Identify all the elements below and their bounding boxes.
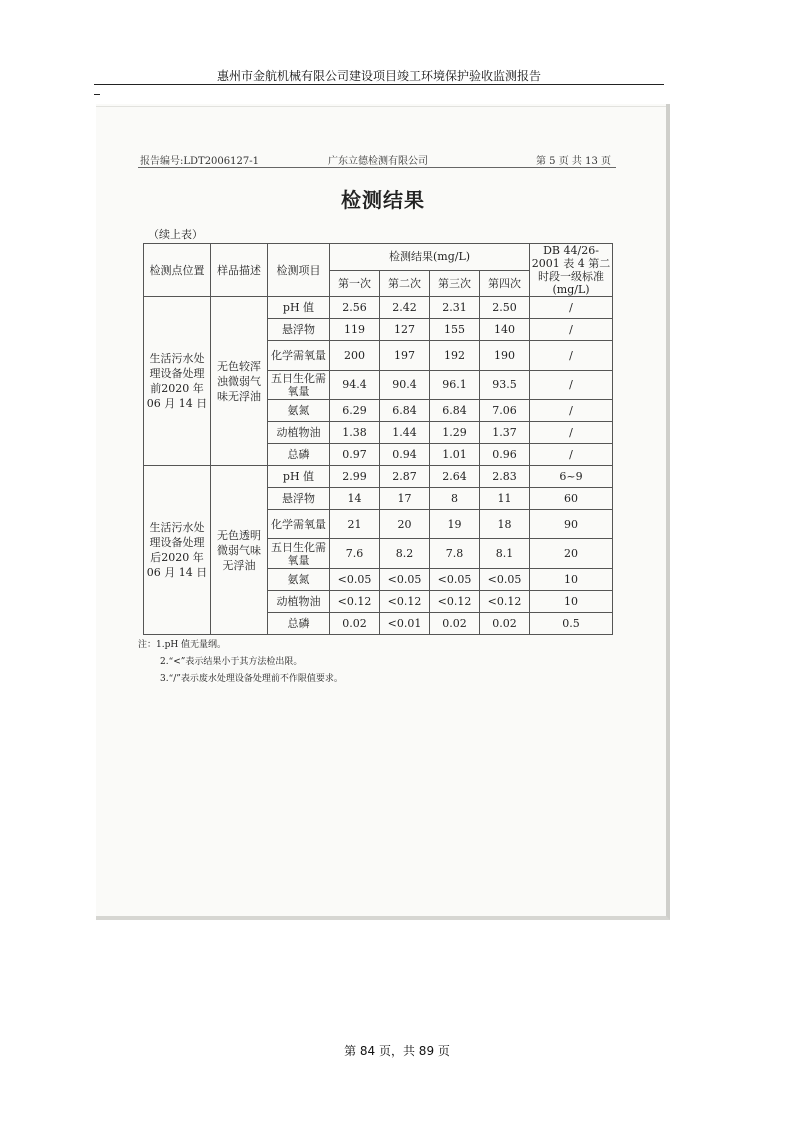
value-cell: 192 — [430, 341, 480, 370]
standard-cell: / — [530, 319, 613, 341]
item-cell: pH 值 — [268, 466, 330, 488]
report-number: 报告编号:LDT2006127-1 — [140, 156, 259, 167]
item-cell: 动植物油 — [268, 421, 330, 443]
standard-cell: / — [530, 297, 613, 319]
table-notes — [138, 637, 343, 688]
standard-cell: / — [530, 421, 613, 443]
value-cell: <0.05 — [380, 568, 430, 590]
item-cell: 氨氮 — [268, 399, 330, 421]
header-sample: 样品描述 — [211, 244, 268, 297]
item-cell: 氨氮 — [268, 568, 330, 590]
value-cell: 0.02 — [430, 612, 480, 634]
results-table-body — [144, 244, 613, 635]
item-cell: 化学需氧量 — [268, 341, 330, 370]
table-row — [144, 466, 613, 488]
item-cell: 动植物油 — [268, 590, 330, 612]
standard-cell: 10 — [530, 590, 613, 612]
standard-cell: / — [530, 370, 613, 399]
standard-cell: 10 — [530, 568, 613, 590]
report-page-count: 第 5 页 共 13 页 — [536, 156, 611, 167]
standard-cell: 60 — [530, 488, 613, 510]
header-rule — [94, 84, 664, 85]
note-line: 3.“/”表示废水处理设备处理前不作限值要求。 — [160, 674, 343, 684]
value-cell: 2.50 — [480, 297, 530, 319]
value-cell: 14 — [330, 488, 380, 510]
value-cell: 2.31 — [430, 297, 480, 319]
value-cell: 2.56 — [330, 297, 380, 319]
item-cell: 悬浮物 — [268, 488, 330, 510]
header-round-1: 第一次 — [330, 270, 380, 297]
scan-edge-line — [96, 106, 666, 107]
value-cell: 1.38 — [330, 421, 380, 443]
value-cell: 20 — [380, 510, 430, 539]
header-location: 检测点位置 — [144, 244, 211, 297]
location-cell: 生活污水处理设备处理后2020 年06 月 14 日 — [144, 466, 211, 635]
value-cell: <0.05 — [430, 568, 480, 590]
value-cell: 1.01 — [430, 443, 480, 465]
value-cell: 127 — [380, 319, 430, 341]
value-cell: 1.29 — [430, 421, 480, 443]
header-round-2: 第二次 — [380, 270, 430, 297]
value-cell: <0.12 — [380, 590, 430, 612]
standard-cell: 20 — [530, 539, 613, 568]
value-cell: 119 — [330, 319, 380, 341]
value-cell: 11 — [480, 488, 530, 510]
value-cell: 140 — [480, 319, 530, 341]
value-cell: 2.87 — [380, 466, 430, 488]
value-cell: 2.42 — [380, 297, 430, 319]
value-cell: 7.06 — [480, 399, 530, 421]
value-cell: 94.4 — [330, 370, 380, 399]
sample-description-cell: 无色较浑浊微弱气味无浮油 — [211, 297, 268, 466]
value-cell: <0.05 — [480, 568, 530, 590]
value-cell: <0.12 — [430, 590, 480, 612]
value-cell: 155 — [430, 319, 480, 341]
value-cell: 0.94 — [380, 443, 430, 465]
value-cell: 8.2 — [380, 539, 430, 568]
value-cell: 93.5 — [480, 370, 530, 399]
standard-cell: / — [530, 341, 613, 370]
value-cell: 21 — [330, 510, 380, 539]
value-cell: 90.4 — [380, 370, 430, 399]
company-name: 广东立德检测有限公司 — [328, 156, 428, 167]
page-header: 惠州市金航机械有限公司建设项目竣工环境保护验收监测报告 — [216, 69, 541, 83]
table-row — [144, 297, 613, 319]
item-cell: 五日生化需氧量 — [268, 370, 330, 399]
standard-cell: / — [530, 399, 613, 421]
value-cell: 7.6 — [330, 539, 380, 568]
results-table — [143, 243, 613, 635]
report-header-rule — [138, 167, 616, 168]
header-round-4: 第四次 — [480, 270, 530, 297]
value-cell: 2.64 — [430, 466, 480, 488]
value-cell: 6.84 — [380, 399, 430, 421]
item-cell: pH 值 — [268, 297, 330, 319]
value-cell: 0.96 — [480, 443, 530, 465]
header-mark — [94, 94, 100, 95]
value-cell: 200 — [330, 341, 380, 370]
value-cell: 6.29 — [330, 399, 380, 421]
value-cell: 7.8 — [430, 539, 480, 568]
value-cell: 18 — [480, 510, 530, 539]
value-cell: 1.37 — [480, 421, 530, 443]
value-cell: 1.44 — [380, 421, 430, 443]
value-cell: 8.1 — [480, 539, 530, 568]
item-cell: 化学需氧量 — [268, 510, 330, 539]
scanned-report-page — [96, 104, 670, 920]
standard-cell: 6~9 — [530, 466, 613, 488]
value-cell: 197 — [380, 341, 430, 370]
location-cell: 生活污水处理设备处理前2020 年06 月 14 日 — [144, 297, 211, 466]
note-line: 2.“<”表示结果小于其方法检出限。 — [160, 657, 303, 667]
value-cell: <0.05 — [330, 568, 380, 590]
note-line: 注：1.pH 值无量纲。 — [138, 640, 227, 650]
item-cell: 五日生化需氧量 — [268, 539, 330, 568]
value-cell: 8 — [430, 488, 480, 510]
value-cell: 0.02 — [330, 612, 380, 634]
item-cell: 总磷 — [268, 612, 330, 634]
value-cell: <0.01 — [380, 612, 430, 634]
value-cell: 17 — [380, 488, 430, 510]
value-cell: 19 — [430, 510, 480, 539]
value-cell: <0.12 — [330, 590, 380, 612]
continued-label: （续上表） — [148, 228, 203, 241]
value-cell: 6.84 — [430, 399, 480, 421]
standard-cell: 0.5 — [530, 612, 613, 634]
standard-cell: 90 — [530, 510, 613, 539]
table-header-row — [144, 244, 613, 271]
header-round-3: 第三次 — [430, 270, 480, 297]
header-result: 检测结果(mg/L) — [330, 244, 530, 271]
value-cell: <0.12 — [480, 590, 530, 612]
value-cell: 2.99 — [330, 466, 380, 488]
sample-description-cell: 无色透明微弱气味无浮油 — [211, 466, 268, 635]
value-cell: 96.1 — [430, 370, 480, 399]
header-item: 检测项目 — [268, 244, 330, 297]
value-cell: 0.02 — [480, 612, 530, 634]
report-title: 检测结果 — [341, 188, 425, 212]
page-footer: 第 84 页，共 89 页 — [344, 1044, 450, 1058]
value-cell: 0.97 — [330, 443, 380, 465]
value-cell: 190 — [480, 341, 530, 370]
item-cell: 悬浮物 — [268, 319, 330, 341]
value-cell: 2.83 — [480, 466, 530, 488]
standard-cell: / — [530, 443, 613, 465]
header-standard: DB 44/26-2001 表 4 第二时段一级标准(mg/L) — [530, 244, 613, 297]
item-cell: 总磷 — [268, 443, 330, 465]
